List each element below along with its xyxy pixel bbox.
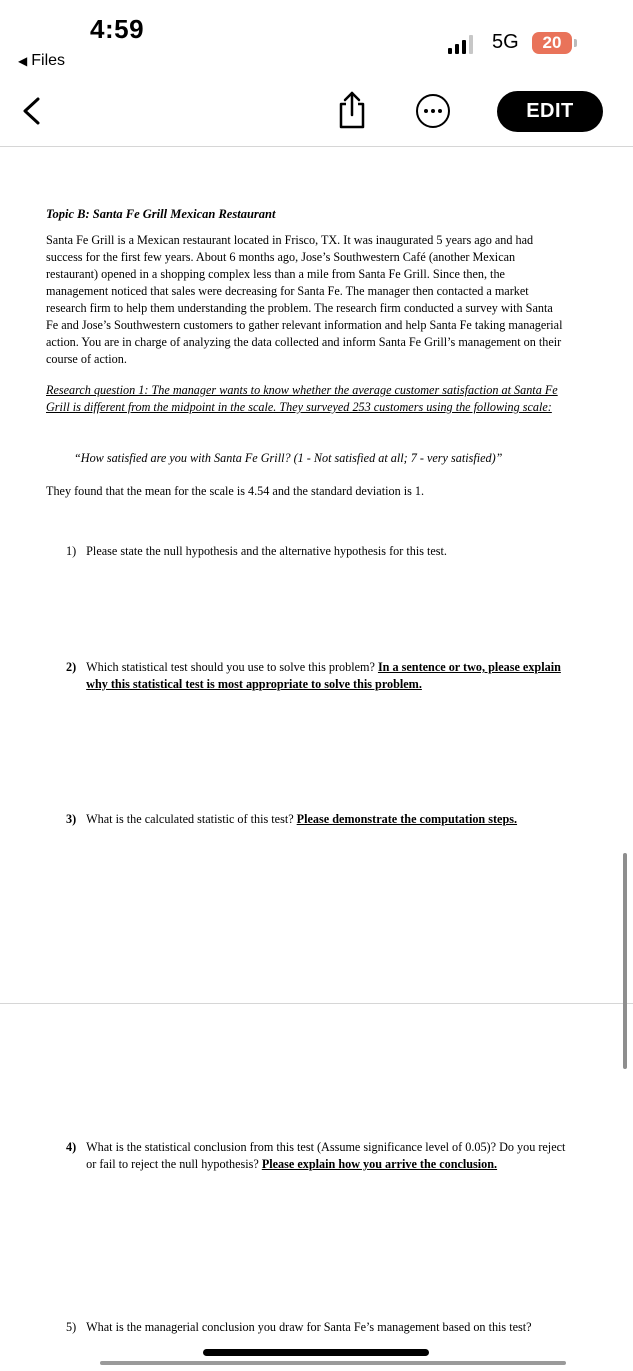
question-text: What is the calculated statistic of this test? xyxy=(86,812,294,826)
page-edge-line xyxy=(100,1361,566,1365)
page-divider xyxy=(0,1003,633,1004)
finding-text: They found that the mean for the scale is 4.54 and the standard deviation is 1. xyxy=(46,484,425,498)
battery-cap xyxy=(574,39,577,47)
cellular-signal-icon xyxy=(448,34,473,54)
question-text: What is the managerial conclusion you draw for Santa Fe’s management based on this test? xyxy=(86,1320,532,1334)
question-3 xyxy=(66,811,566,828)
more-icon[interactable] xyxy=(416,94,450,128)
question-emphasis: Please demonstrate the computation steps. xyxy=(296,812,518,826)
question-number: 1) xyxy=(66,544,77,558)
question-4 xyxy=(66,1139,566,1173)
back-triangle-icon: ◀ xyxy=(18,54,28,68)
back-to-files-link[interactable] xyxy=(18,52,65,70)
share-icon[interactable] xyxy=(336,90,368,130)
question-text: What is the statistical conclusion from this test (Assume significance level of 0.05)? Do you reject or fail to reject the null hypothesis? xyxy=(86,1140,566,1171)
question-number: 5) xyxy=(66,1320,77,1334)
scale-quote: “How satisfied are you with Santa Fe Grill? (1 - Not satisfied at all; 7 - very satisfied)” xyxy=(74,451,503,465)
question-text: Please state the null hypothesis and the alternative hypothesis for this test. xyxy=(86,544,447,558)
question-emphasis: Please explain how you arrive the conclusion. xyxy=(261,1157,498,1171)
research-question: Research question 1: The manager wants to know whether the average customer satisfaction at Santa Fe Grill is different from the midpoint in the scale. They surveyed 253 customers using the following scale: xyxy=(46,383,558,414)
question-emphasis: In a sentence or two, please explain why this statistical test is most appropriate to solve this problem. xyxy=(86,660,561,691)
network-type: 5G xyxy=(492,31,519,53)
toolbar-divider xyxy=(0,146,633,147)
intro-paragraph: Santa Fe Grill is a Mexican restaurant located in Frisco, TX. It was inaugurated 5 years ago and had success for the first few years. About 6 months ago, Jose’s Southwestern Café (another Mexican restaurant) opened in a shopping complex less than a mile from Santa Fe Grill. Since then, the management noticed that sales were decreasing for Santa Fe. The manager then contacted a market research firm to help them understanding the problem. The research firm conducted a survey with Santa Fe and Jose’s Southwestern customers to gather relevant information and help Santa Fe taking managerial action. You are in charge of analyzing the data collected and inform Santa Fe Grill’s management on their course of action. xyxy=(46,233,563,366)
question-text: Which statistical test should you use to solve this problem? xyxy=(86,660,375,674)
battery-icon: 20 xyxy=(532,32,572,54)
edit-button[interactable]: EDIT xyxy=(497,91,603,132)
question-number: 2) xyxy=(66,660,77,674)
question-number: 3) xyxy=(66,812,77,826)
chevron-left-icon[interactable] xyxy=(18,96,48,126)
vertical-scrollbar[interactable] xyxy=(623,853,627,1069)
back-app-label: Files xyxy=(31,52,66,69)
home-indicator[interactable] xyxy=(203,1349,429,1356)
question-number: 4) xyxy=(66,1140,77,1154)
status-time: 4:59 xyxy=(90,14,145,44)
question-1 xyxy=(66,543,566,560)
question-5 xyxy=(66,1319,566,1336)
document-topic: Topic B: Santa Fe Grill Mexican Restaurant xyxy=(46,207,276,221)
question-2 xyxy=(66,659,566,693)
